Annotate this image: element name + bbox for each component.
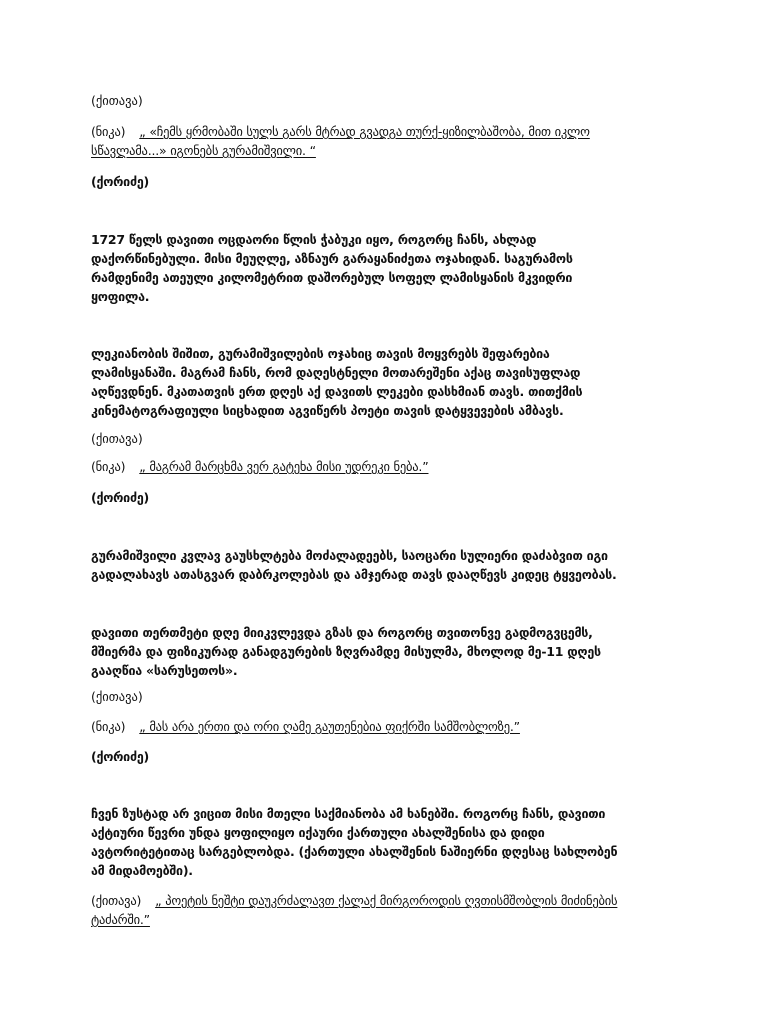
paragraph-line: ამ მიდამოებში). xyxy=(91,863,193,878)
speaker-heading: (ქორიძე) xyxy=(91,174,149,189)
speaker-tag: (ქითავა) xyxy=(91,93,143,108)
paragraph-line: ლეკიანობის შიშით, გურამიშვილების ოჯახიც თავის მოყვრებს შეფარებია xyxy=(91,346,550,361)
paragraph-line: ავტორიტეტითაც სარგებლობდა. (ქართული ახალშენის ნაშიერნი დღესაც სახლობენ xyxy=(91,844,618,859)
quote-text: „ მას არა ერთი და ორი ღამე გაუთენებია ფიქრში სამშობლოზე.” xyxy=(139,719,520,734)
quote-line xyxy=(91,893,617,908)
quote-text: „ «ჩემს ყრმობაში სულს გარს მტრად გვადგა თურქ-ყიზილბაშობა, მით იკლო xyxy=(139,124,590,139)
speaker-tag: (ნიკა) xyxy=(91,459,126,474)
paragraph-line: კინემატოგრაფიული სიცხადით აგვიწერს პოეტი თავის დატყვევების ამბავს. xyxy=(91,403,564,418)
quote-line xyxy=(91,719,520,734)
paragraph-line: დავითი თერთმეტი დღე მიიკვლევდა გზას და როგორც თვითონვე გადმოგვცემს, xyxy=(91,625,593,640)
paragraph-line: აქტიური წევრი უნდა ყოფილიყო იქაური ქართული ახალშენისა და დიდი xyxy=(91,825,545,840)
paragraph-line: ჩვენ ზუსტად არ ვიცით მისი მთელი საქმიანობა ამ ხანებში. როგორც ჩანს, დავითი xyxy=(91,806,606,821)
quote-line xyxy=(91,459,428,474)
speaker-tag: (ნიკა) xyxy=(91,124,126,139)
paragraph-line: გურამიშვილი კვლავ გაუსხლტება მოძალადეებს, საოცარი სულიერი დაძაბვით იგი xyxy=(91,548,608,563)
paragraph-line: დაქორწინებული. მისი მეუღლე, აზნაურ გარაყანიძეთა ოჯახიდან. საგურამოს xyxy=(91,251,573,266)
quote-text: ტაძარში.” xyxy=(91,912,150,927)
paragraph-line: გააღწია «სარუსეთოს». xyxy=(91,663,238,678)
paragraph-line: აღწევდნენ. მკათათვის ერთ დღეს აქ დავითს ლეკები დასხმიან თავს. თითქმის xyxy=(91,384,583,399)
speaker-tag: (ნიკა) xyxy=(91,719,126,734)
quote-line xyxy=(91,124,590,139)
speaker-tag: (ქითავა) xyxy=(91,689,143,704)
paragraph-line: რამდენიმე ათეული კილომეტრით დაშორებულ სოფელ ლამისყანის მკვიდრი xyxy=(91,270,573,285)
speaker-heading: (ქორიძე) xyxy=(91,749,149,764)
speaker-heading: (ქორიძე) xyxy=(91,490,149,505)
paragraph-line: მშიერმა და ფიზიკურად განადგურების ზღვრამდე მისულმა, მხოლოდ მე-11 დღეს xyxy=(91,644,601,659)
speaker-tag: (ქითავა) xyxy=(91,893,142,908)
quote-text: „ პოეტის ნეშტი დაუკრძალავთ ქალაქ მირგოროდის ღვთისმშობლის მიძინების xyxy=(155,893,618,908)
quote-text: სწავლამა...» იგონებს გურამიშვილი. “ xyxy=(91,143,316,158)
paragraph-line: გადალახავს ათასგვარ დაბრკოლებას და ამჯერად თავს დააღწევს კიდეც ტყვეობას. xyxy=(91,567,617,582)
quote-text: „ მაგრამ მარცხმა ვერ გატეხა მისი უდრეკი ნება.” xyxy=(139,459,429,474)
paragraph-line: ლამისყანაში. მაგრამ ჩანს, რომ დაღესტნელი მოთარეშენი აქაც თავისუფლად xyxy=(91,365,581,380)
paragraph-line: 1727 წელს დავითი ოცდაორი წლის ჭაბუკი იყო, როგორც ჩანს, ახლად xyxy=(91,232,537,247)
speaker-tag: (ქითავა) xyxy=(91,431,143,446)
paragraph-line: ყოფილა. xyxy=(91,289,150,304)
